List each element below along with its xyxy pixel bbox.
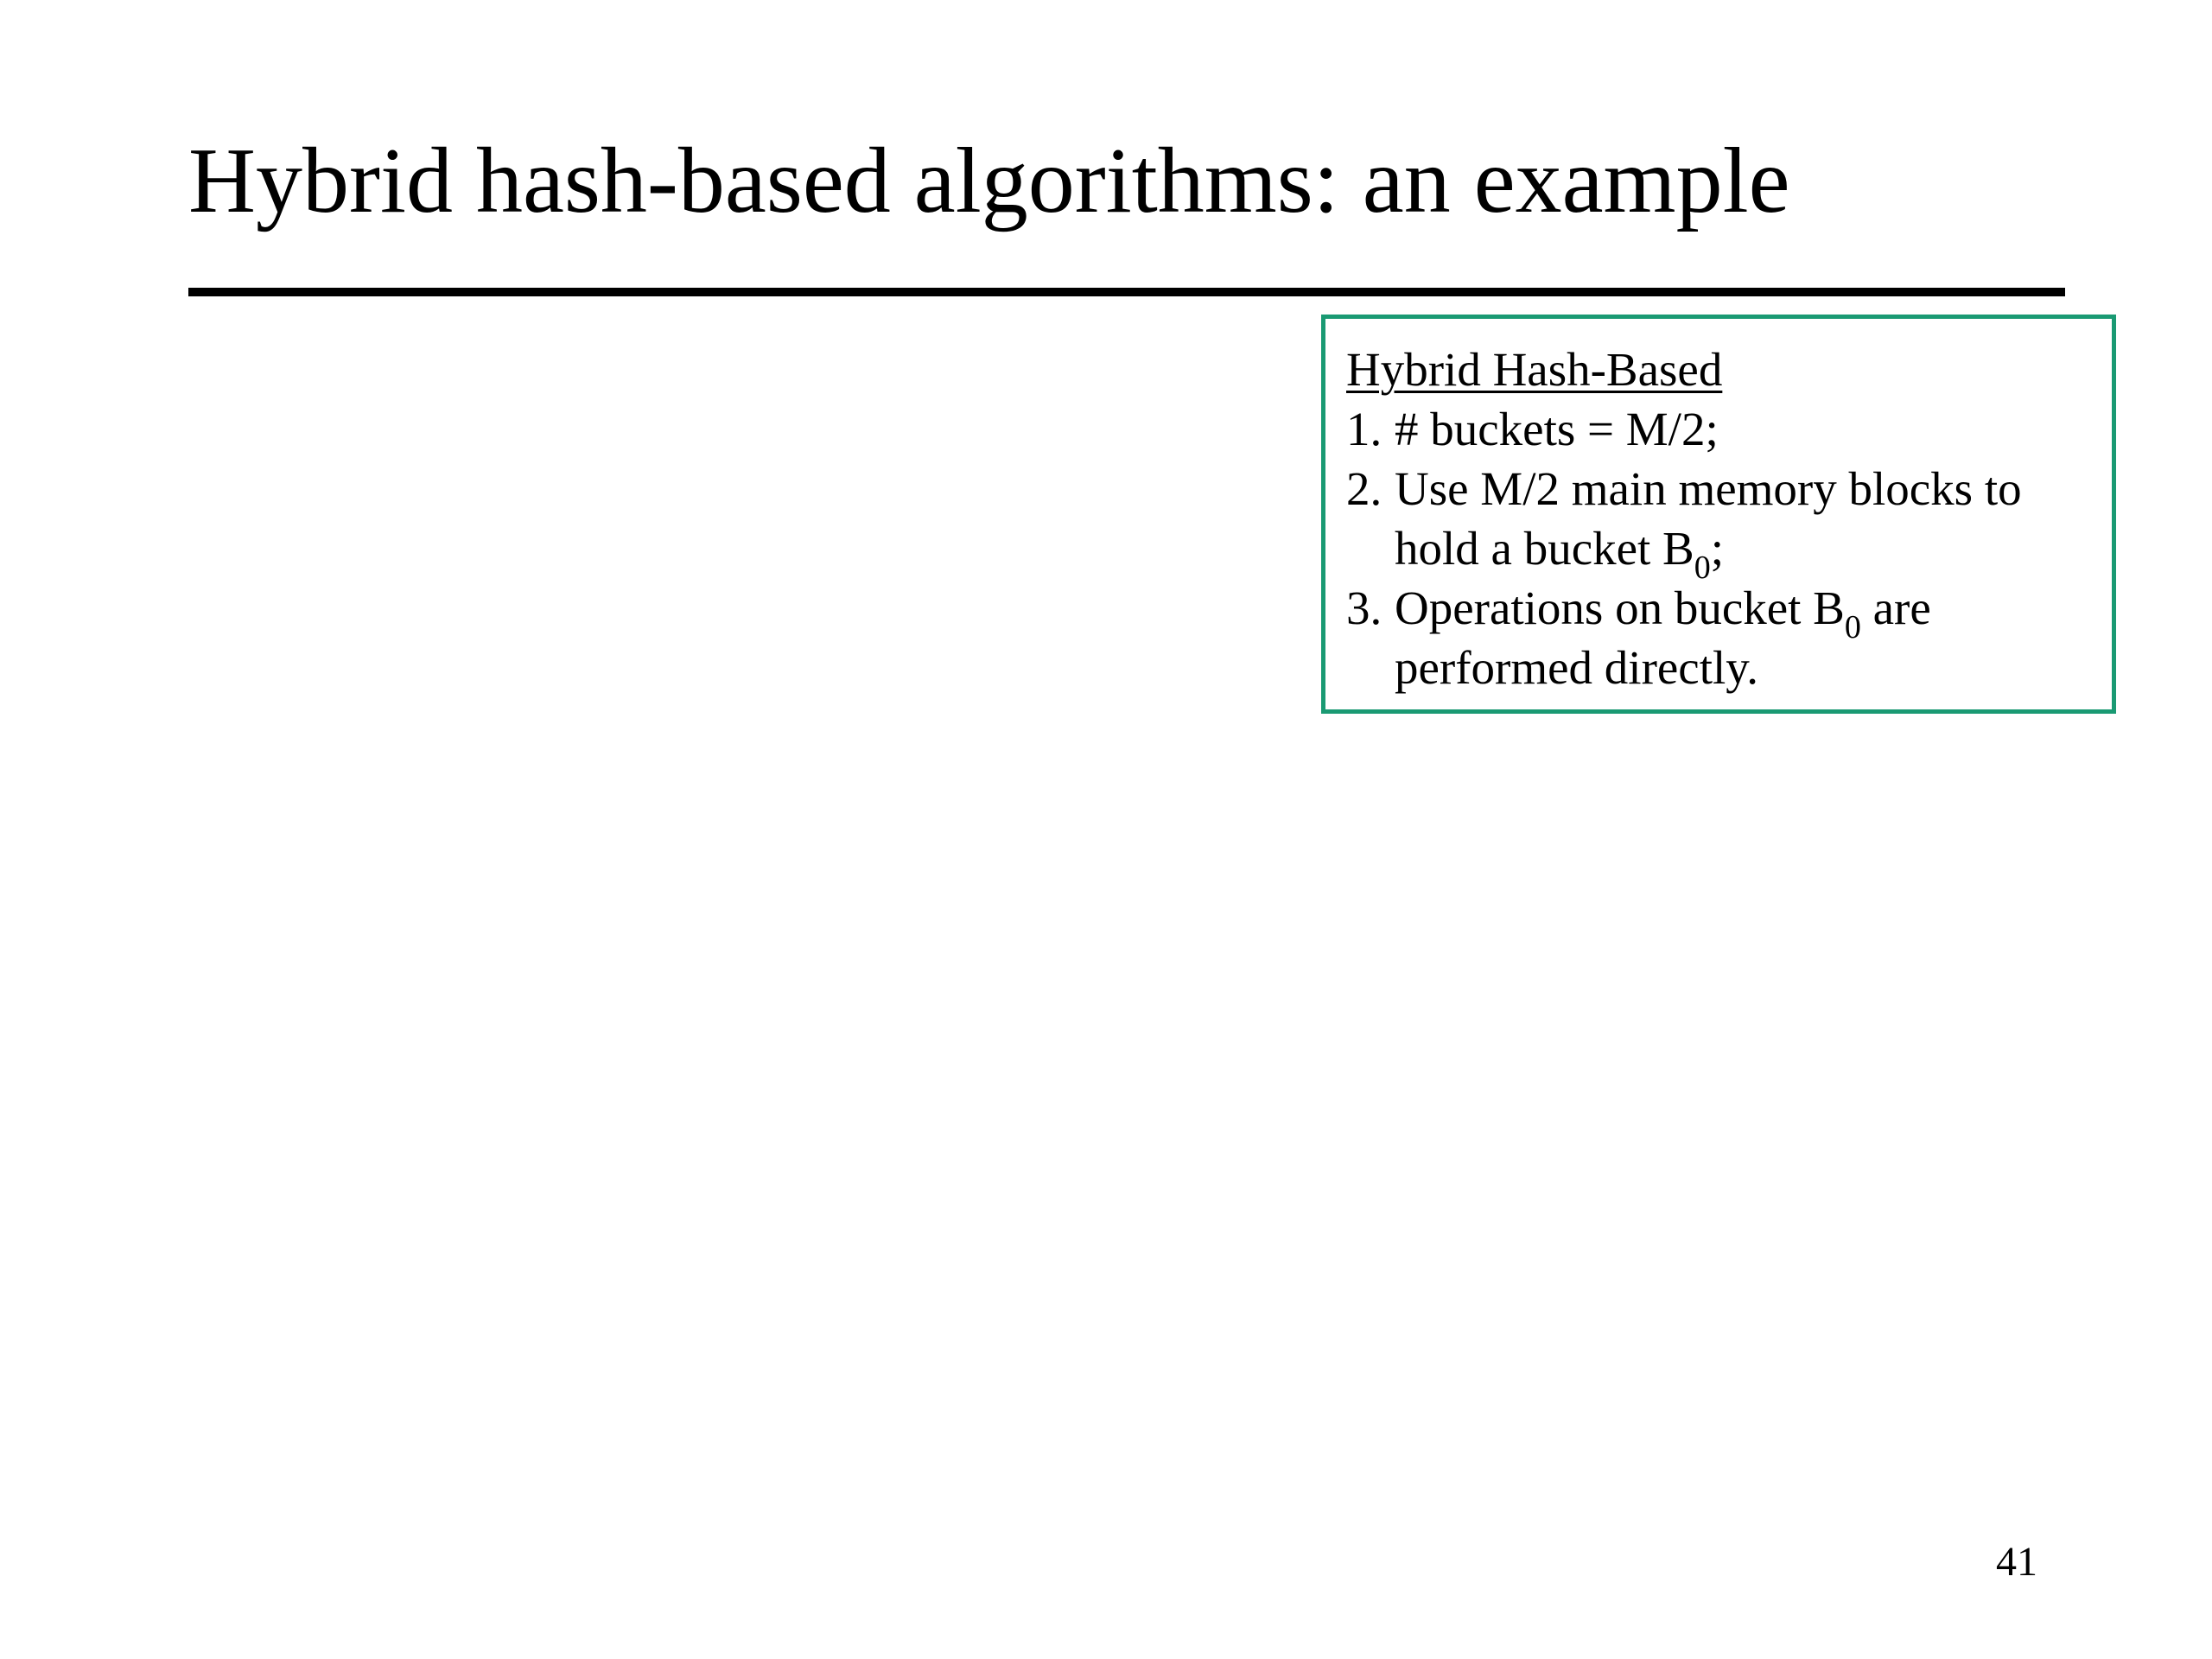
list-item <box>1346 459 2112 586</box>
page-number: 41 <box>1996 1539 2037 1585</box>
list-item-number: 1. <box>1346 403 1382 455</box>
slide-title: Hybrid hash-based algorithms: an example <box>188 130 1790 232</box>
subscript: 0 <box>1694 550 1711 586</box>
list-item-number: 3. <box>1346 582 1382 634</box>
list-item-number: 2. <box>1346 462 1382 515</box>
callout-list <box>1346 399 2112 697</box>
list-item-text-end: ; <box>1710 522 1725 575</box>
hybrid-hash-callout-box <box>1321 315 2116 714</box>
list-item-text: # buckets = M/2; <box>1395 403 1719 455</box>
list-item <box>1346 399 2112 459</box>
list-item-text: Use M/2 main memory blocks to hold a bucket B <box>1395 462 2022 575</box>
list-item <box>1346 578 2112 697</box>
list-item-text: Operations on bucket B <box>1395 582 1845 634</box>
title-divider <box>188 288 2065 296</box>
list-item-text-end: are performed directly. <box>1395 582 1931 694</box>
callout-heading: Hybrid Hash-Based <box>1346 343 1723 396</box>
subscript: 0 <box>1844 609 1861 645</box>
